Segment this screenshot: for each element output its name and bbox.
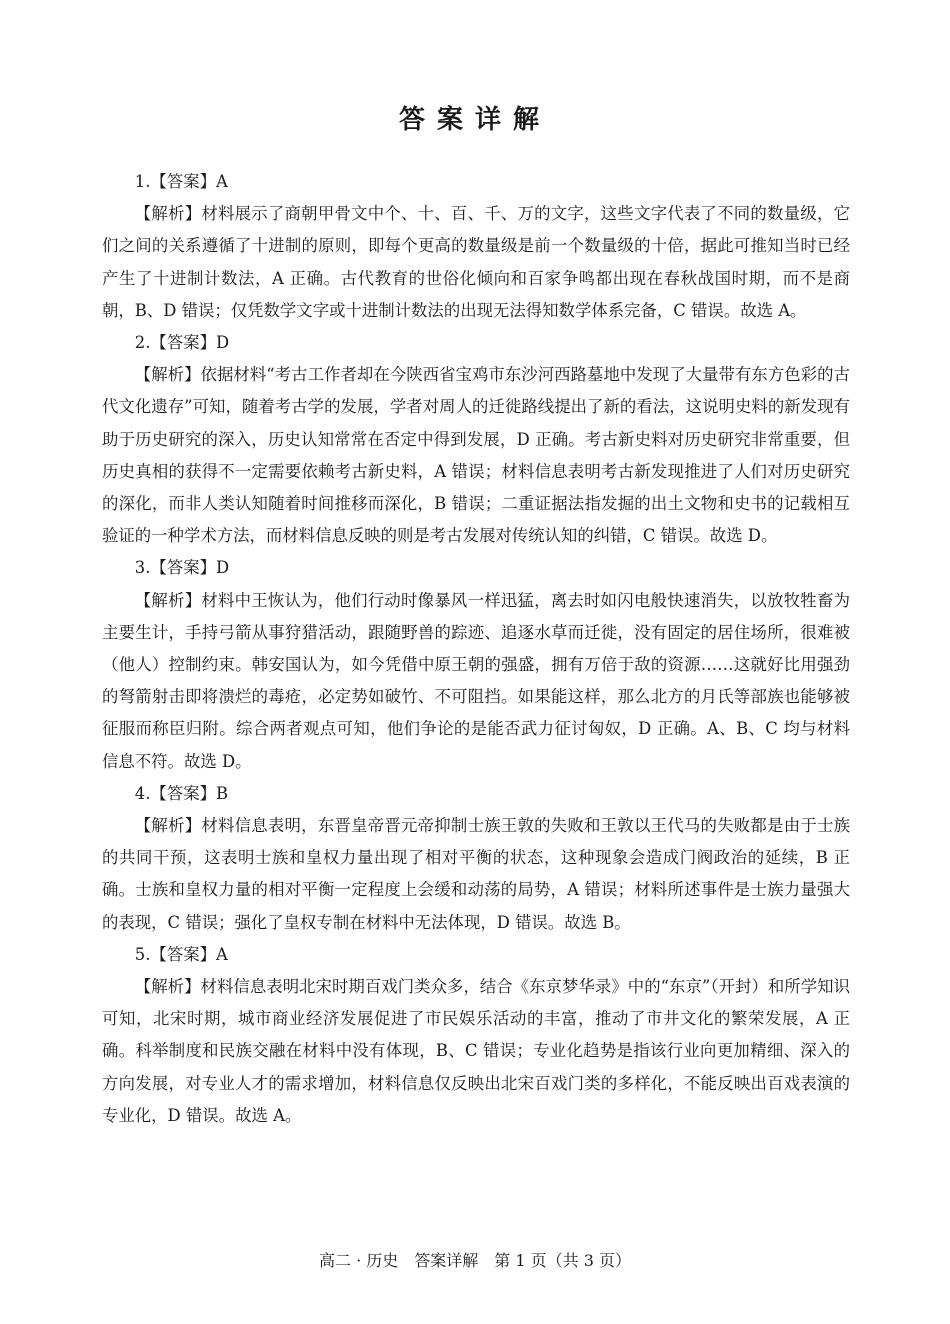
answer-line: 2.【答案】D: [134, 333, 230, 353]
analysis-paragraph: 【解析】材料中王恢认为，他们行动时像暴风一样迅猛，离去时如闪电般快速消失，以放牧牲畜为主要生计，手持弓箭从事狩猎活动，跟随野兽的踪迹、追逐水草而迁徙，没有固定的居住场所，很难被（他人）控制约束。韩安国认为，如今凭借中原王朝的强盛，拥有万倍于敌的资源……这就好比用强劲的弩箭射击即将溃烂的毒疮，必定势如破竹、不可阻挡。如果能这样，那么北方的月氏等部族也能够被征服而称臣归附。综合两者观点可知，他们争论的是能否武力征讨匈奴，D 正确。A、B、C 均与材料信息不符。故选 D。: [102, 590, 850, 771]
analysis-paragraph: 【解析】材料信息表明，东晋皇帝晋元帝抑制士族王敦的失败和王敦以王代马的失败都是由于士族的共同干预，这表明士族和皇权力量出现了相对平衡的状态，这种现象会造成门阀政治的延续，B 正确。士族和皇权力量的相对平衡一定程度上会缓和动荡的局势，A 错误；材料所述事件是士族力量强大的表现，C 错误；强化了皇权专制在材料中无法体现，D 错误。故选 B。: [102, 816, 850, 932]
page-footer: 高二 · 历史 答案详解 第 1 页（共 3 页）: [319, 1251, 631, 1270]
answer-line: 5.【答案】A: [134, 944, 228, 964]
answer-list: [102, 166, 850, 1132]
question-block-3: [102, 552, 850, 777]
question-block-1: [102, 166, 850, 327]
answer-line: 1.【答案】A: [134, 172, 228, 191]
question-block-2: [102, 327, 850, 552]
question-block-5: [102, 939, 850, 1132]
analysis-paragraph: 【解析】依据材料“考古工作者却在今陕西省宝鸡市东沙河西路墓地中发现了大量带有东方色彩的古代文化遗存”可知，随着考古学的发展，学者对周人的迁徙路线提出了新的看法，这说明史料的新发现有助于历史研究的深入，历史认知常常在否定中得到发展，D 正确。考古新史料对历史研究非常重要，但历史真相的获得不一定需要依赖考古新史料，A 错误；材料信息表明考古新发现推进了人们对历史研究的深化，而非人类认知随着时间推移而深化，B 错误；二重证据法指发掘的出土文物和史书的记载相互验证的一种学术方法，而材料信息反映的则是考古发展对传统认知的纠错，C 错误。故选 D。: [102, 365, 850, 546]
analysis-paragraph: 【解析】材料展示了商朝甲骨文中个、十、百、千、万的文字，这些文字代表了不同的数量级，它们之间的关系遵循了十进制的原则，即每个更高的数量级是前一个数量级的十倍，据此可推知当时已经产生了十进制计数法，A 正确。古代教育的世俗化倾向和百家争鸣都出现在春秋战国时期，而不是商朝，B、D 错误；仅凭数学文字或十进制计数法的出现无法得知数学体系完备，C 错误。故选 A。: [102, 204, 850, 320]
answer-line: 4.【答案】B: [134, 783, 229, 803]
answer-line: 3.【答案】D: [134, 558, 230, 578]
question-block-4: [102, 778, 850, 939]
analysis-paragraph: 【解析】材料信息表明北宋时期百戏门类众多，结合《东京梦华录》中的“东京”（开封）和所学知识可知，北宋时期，城市商业经济发展促进了市民娱乐活动的丰富，推动了市井文化的繁荣发展，A 正确。科举制度和民族交融在材料中没有体现，B、C 错误；专业化趋势是指该行业向更加精细、深入的方向发展，对专业人才的需求增加，材料信息仅反映出北宋百戏门类的多样化，不能反映出百戏表演的专业化，D 错误。故选 A。: [102, 977, 850, 1125]
page-title: 答案详解: [398, 105, 551, 135]
